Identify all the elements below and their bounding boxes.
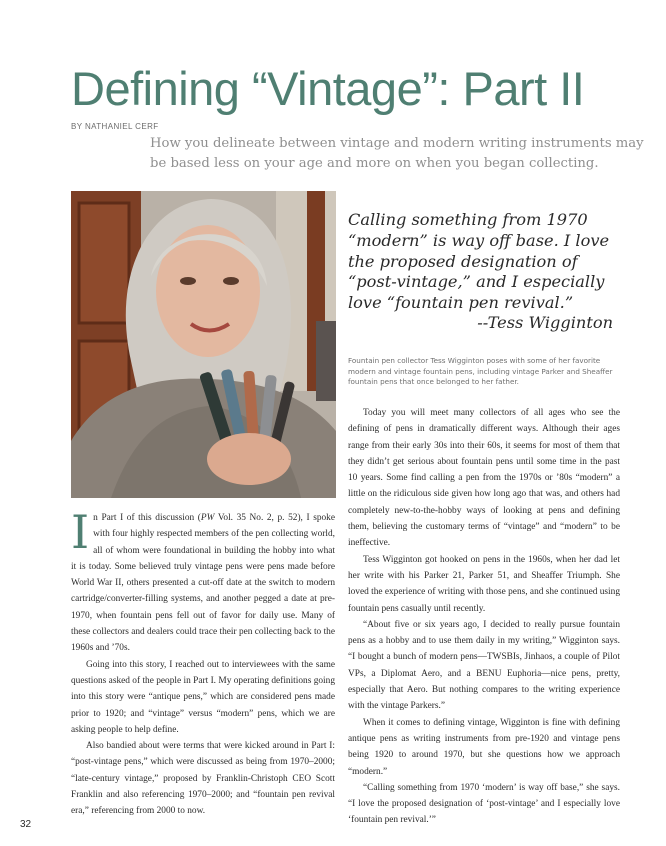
paragraph: Also bandied about were terms that were kicked around in Part I: “post-vintage pens,” which were discussed as being from 1970–2000; “late-century vintage,” proposed by Franklin-Christoph CEO Scott Franklin and also referencing 1970–2000; and “fountain pen revival era,” referencing from 2000 to now. — [71, 741, 335, 817]
paragraph: Tess Wigginton got hooked on pens in the 1960s, when her dad let her write with his Parker 21, Parker 51, and Sheaffer Triumph. She loved the experience of writing with those pens, and she continued using fountain pens casually until recently. — [348, 554, 620, 614]
publication-abbrev: PW — [200, 513, 215, 523]
paragraph: Today you will meet many collectors of all ages who see the defining of pens in dramatically different ways. Although their ages range from their early 30s into their 60s, it seems for most of them that they didn’t get serious about fountain pens until some time in the past 10 years. Some find calling a pen from the 1970s or ’80s “modern” a little on the ridiculous side given how long ago that was, and others had completely new-to-the-hobby ways of looking at pens and defining them, believing the customary terms of “vintage” and “modern” to be ineffective. — [348, 408, 620, 549]
page-number: 32 — [20, 819, 32, 830]
drop-cap: I — [71, 505, 90, 559]
article-title: Defining “Vintage”: Part II — [71, 62, 585, 115]
portrait-illustration — [71, 191, 336, 498]
byline: BY NATHANIEL CERF — [71, 122, 159, 131]
paragraph-text: n Part I of this discussion ( — [93, 513, 201, 523]
paragraph: When it comes to defining vintage, Wigginton is fine with defining antique pens as writing instruments from pre-1920 and vintage pens being 1920 to around 1970, but she questions how we approach “modern.” — [348, 717, 620, 777]
pull-quote: Calling something from 1970 “modern” is way off base. I love the proposed designation of “post-vintage,” and I especially love “fountain pen revival.” — [348, 210, 610, 313]
portrait-photo — [71, 191, 336, 498]
photo-caption: Fountain pen collector Tess Wigginton poses with some of her favorite modern and vintage fountain pens, including vintage Parker and Sheaffer fountain pens that once belonged to her father. — [348, 356, 613, 386]
article-dek: How you delineate between vintage and modern writing instruments may be based less on your age and more on when you began collecting. — [150, 136, 644, 171]
paragraph — [71, 505, 335, 657]
body-column-right — [348, 405, 620, 829]
body-column-left — [71, 505, 335, 820]
pull-quote-attribution: --Tess Wigginton — [477, 313, 613, 332]
paragraph-text: Vol. 35 No. 2, p. 52), I spoke with four highly respected members of the pen collecting world, all of whom were foundational in building the hobby into what it is today. Some believed truly vintage pens were pens made before World War II, others presented a cut-off date at the switch to modern cartridge/converter-filling systems, and another pegged a date at pre-1970, when fountain pens fell out of favor for daily use. Many of these collectors and dealers could trace their pen collecting back to the 1960s and ’70s. — [71, 513, 335, 654]
paragraph: “About five or six years ago, I decided to really pursue fountain pens as a hobby and to use them daily in my writing,” Wigginton says. “I bought a bunch of modern pens—TWSBIs, Jinhaos, a couple of Pilot VPs, a Diplomat Aero, and a BENU Euphoria—nice pens, pretty, especially that Aero. But nothing compares to the writing experience with the vintage Parkers.” — [348, 619, 620, 712]
paragraph: “Calling something from 1970 ‘modern’ is way off base,” she says. “I love the proposed designation of ‘post-vintage’ and I especially love ‘fountain pen revival.’” — [348, 782, 620, 826]
paragraph: Going into this story, I reached out to interviewees with the same questions asked of the people in Part I. My operating definitions going into this story were “antique pens,” which are considered pens made prior to 1920; and “vintage” versus “modern” pens, which we are asking people to help define. — [71, 659, 335, 735]
